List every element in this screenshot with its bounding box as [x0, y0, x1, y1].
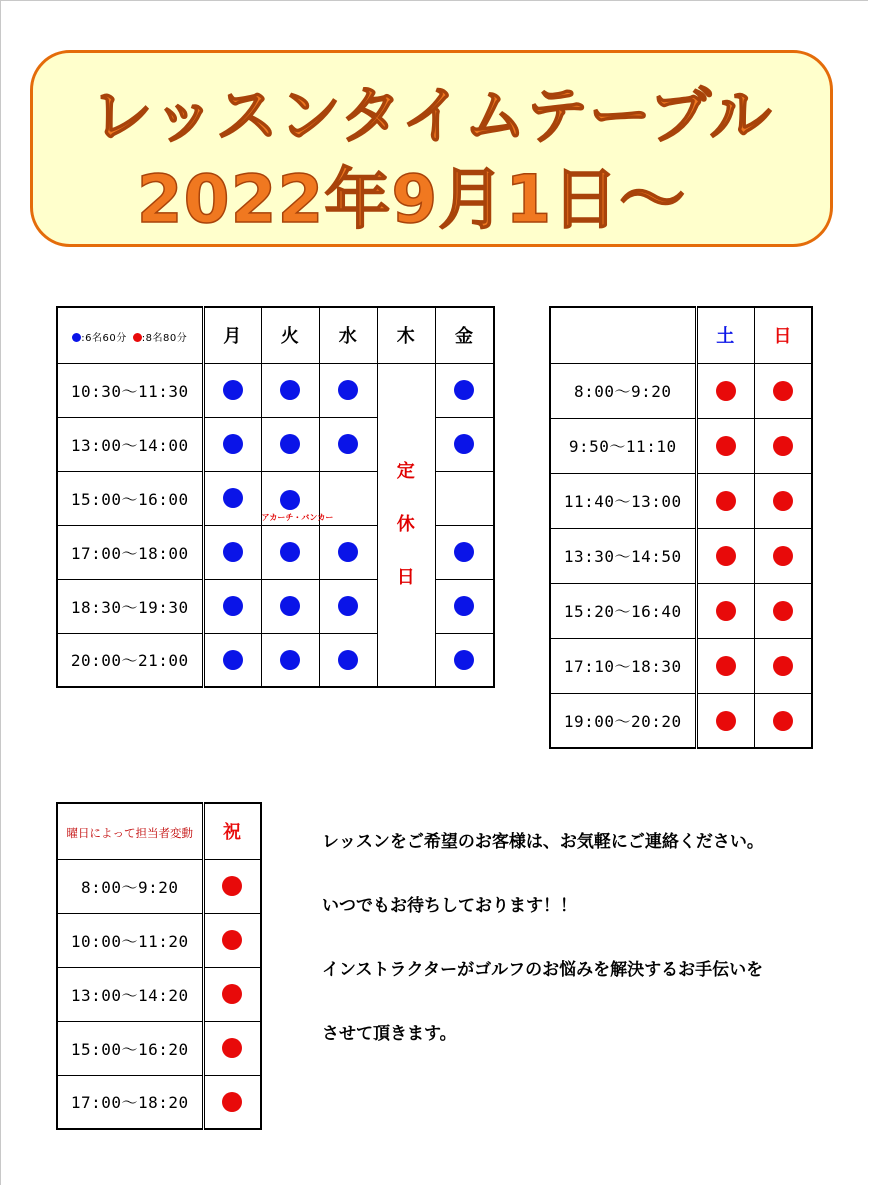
- time-slot: 10:30～11:30: [57, 363, 203, 417]
- blue-dot: [338, 596, 358, 616]
- day-header: 土: [696, 307, 754, 363]
- table-row: [57, 967, 261, 1021]
- slot-cell: [696, 638, 754, 693]
- weekday-timetable: [56, 306, 495, 688]
- closed-label: [378, 445, 435, 604]
- slot-cell: [435, 525, 494, 579]
- blue-dot: [280, 380, 300, 400]
- slot-cell: [435, 471, 494, 525]
- time-slot: 13:00～14:20: [57, 967, 203, 1021]
- slot-cell: [696, 363, 754, 418]
- message-line-2: いつでもお待ちしております！！: [322, 896, 577, 916]
- slot-cell: [203, 417, 261, 471]
- banner-title: レッスンタイムテーブル: [90, 79, 773, 152]
- time-slot: 11:40～13:00: [550, 473, 696, 528]
- time-slot: 10:00～11:20: [57, 913, 203, 967]
- message-line-3: インストラクターがゴルフのお悩みを解決するお手伝いを: [322, 960, 764, 980]
- red-dot: [716, 546, 736, 566]
- blue-dot: [223, 434, 243, 454]
- time-slot: 15:00～16:00: [57, 471, 203, 525]
- slot-cell: [203, 363, 261, 417]
- special-lesson-note: アカーチ・バンカー: [261, 513, 334, 522]
- legend-red-text: :8名80分: [141, 332, 188, 344]
- blue-dot: [454, 542, 474, 562]
- red-dot: [222, 876, 242, 896]
- red-dot: [716, 436, 736, 456]
- slot-cell: [261, 579, 319, 633]
- slot-cell: [261, 525, 319, 579]
- red-dot: [222, 984, 242, 1004]
- day-header: 火: [261, 307, 319, 363]
- slot-cell: [696, 583, 754, 638]
- title-banner: [30, 50, 833, 247]
- slot-cell: [319, 633, 377, 687]
- banner-date: 2022年9月1日～: [136, 161, 687, 238]
- slot-cell: [754, 583, 812, 638]
- header-row: [550, 307, 812, 363]
- time-slot: 17:00～18:00: [57, 525, 203, 579]
- red-dot: [716, 656, 736, 676]
- time-slot: 15:20～16:40: [550, 583, 696, 638]
- day-header: 日: [754, 307, 812, 363]
- red-dot: [716, 491, 736, 511]
- legend: [72, 333, 187, 344]
- table-row: [57, 913, 261, 967]
- message-line-1: レッスンをご希望のお客様は、お気軽にご連絡ください。: [322, 832, 764, 852]
- blue-dot: [280, 650, 300, 670]
- slot-cell: [754, 363, 812, 418]
- header-row: [57, 307, 494, 363]
- slot-cell: [319, 579, 377, 633]
- slot-cell: [203, 525, 261, 579]
- slot-cell: [203, 1075, 261, 1129]
- blue-dot: [223, 488, 243, 508]
- slot-cell: [261, 363, 319, 417]
- slot-cell: [261, 417, 319, 471]
- time-slot: 13:00～14:00: [57, 417, 203, 471]
- slot-cell: [754, 693, 812, 748]
- slot-cell: [319, 525, 377, 579]
- slot-cell: [754, 473, 812, 528]
- blue-dot: [338, 650, 358, 670]
- slot-cell: [203, 1021, 261, 1075]
- slot-cell: [435, 579, 494, 633]
- header-row: [57, 803, 261, 859]
- table-row: [57, 1021, 261, 1075]
- red-dot: [773, 546, 793, 566]
- closed-char: 日: [396, 567, 416, 589]
- slot-cell: [203, 579, 261, 633]
- red-dot: [716, 381, 736, 401]
- slot-cell: [754, 528, 812, 583]
- day-header: 木: [377, 307, 435, 363]
- message-line-4: させて頂きます。: [322, 1024, 457, 1044]
- day-header: 金: [435, 307, 494, 363]
- slot-cell: [203, 471, 261, 525]
- table-row: [57, 859, 261, 913]
- slot-cell: [203, 633, 261, 687]
- blue-dot: [223, 650, 243, 670]
- table-row: [550, 693, 812, 748]
- table-row: [550, 638, 812, 693]
- closed-char: 休: [396, 514, 416, 536]
- slot-cell: [696, 473, 754, 528]
- slot-cell: [754, 418, 812, 473]
- red-dot: [716, 711, 736, 731]
- staff-note-text: 曜日によって担当者変動: [66, 825, 193, 840]
- blue-dot: [454, 380, 474, 400]
- red-dot: [773, 711, 793, 731]
- legend-cell: [57, 307, 203, 363]
- closed-char: 定: [396, 461, 416, 483]
- blue-dot: [223, 380, 243, 400]
- blue-dot: [280, 434, 300, 454]
- slot-cell: [435, 633, 494, 687]
- red-dot: [222, 1092, 242, 1112]
- time-slot: 17:10～18:30: [550, 638, 696, 693]
- slot-cell: [261, 633, 319, 687]
- red-dot: [222, 1038, 242, 1058]
- time-slot: 13:30～14:50: [550, 528, 696, 583]
- holiday-timetable: [56, 802, 262, 1130]
- slot-cell: [203, 913, 261, 967]
- slot-cell: [754, 638, 812, 693]
- legend-red-dot: [133, 333, 142, 342]
- red-dot: [773, 656, 793, 676]
- legend-blue-text: :6名60分: [81, 332, 127, 344]
- blue-dot: [338, 434, 358, 454]
- blue-dot: [223, 596, 243, 616]
- blue-dot: [454, 596, 474, 616]
- red-dot: [716, 601, 736, 621]
- holiday-header: 祝: [203, 803, 261, 859]
- blue-dot: [280, 596, 300, 616]
- slot-cell: [203, 967, 261, 1021]
- table-row: [57, 1075, 261, 1129]
- empty-header-cell: [550, 307, 696, 363]
- time-slot: 19:00～20:20: [550, 693, 696, 748]
- time-slot: 8:00～9:20: [550, 363, 696, 418]
- slot-cell: [696, 528, 754, 583]
- table-row: [550, 363, 812, 418]
- time-slot: 18:30～19:30: [57, 579, 203, 633]
- blue-dot: [338, 542, 358, 562]
- table-row: [57, 363, 494, 417]
- blue-dot: [454, 650, 474, 670]
- day-header: 水: [319, 307, 377, 363]
- red-dot: [773, 491, 793, 511]
- closed-day-cell: [377, 363, 435, 687]
- table-row: [550, 418, 812, 473]
- table-row: [550, 473, 812, 528]
- time-slot: 8:00～9:20: [57, 859, 203, 913]
- weekend-timetable: [549, 306, 813, 749]
- slot-cell: [435, 417, 494, 471]
- staff-note: [57, 803, 203, 859]
- slot-cell: [203, 859, 261, 913]
- blue-dot: [280, 490, 300, 510]
- red-dot: [773, 436, 793, 456]
- time-slot: 20:00～21:00: [57, 633, 203, 687]
- legend-blue-dot: [72, 333, 81, 342]
- red-dot: [222, 930, 242, 950]
- slot-cell: [696, 693, 754, 748]
- time-slot: 15:00～16:20: [57, 1021, 203, 1075]
- blue-dot: [223, 542, 243, 562]
- red-dot: [773, 381, 793, 401]
- slot-cell: [261, 471, 334, 525]
- blue-dot: [338, 380, 358, 400]
- red-dot: [773, 601, 793, 621]
- slot-cell: [696, 418, 754, 473]
- slot-cell: [319, 417, 377, 471]
- lesson-message: [322, 825, 842, 1081]
- time-slot: 17:00～18:20: [57, 1075, 203, 1129]
- slot-cell: [435, 363, 494, 417]
- slot-cell: [319, 363, 377, 417]
- table-row: [550, 528, 812, 583]
- time-slot: 9:50～11:10: [550, 418, 696, 473]
- blue-dot: [454, 434, 474, 454]
- table-row: [550, 583, 812, 638]
- day-header: 月: [203, 307, 261, 363]
- blue-dot: [280, 542, 300, 562]
